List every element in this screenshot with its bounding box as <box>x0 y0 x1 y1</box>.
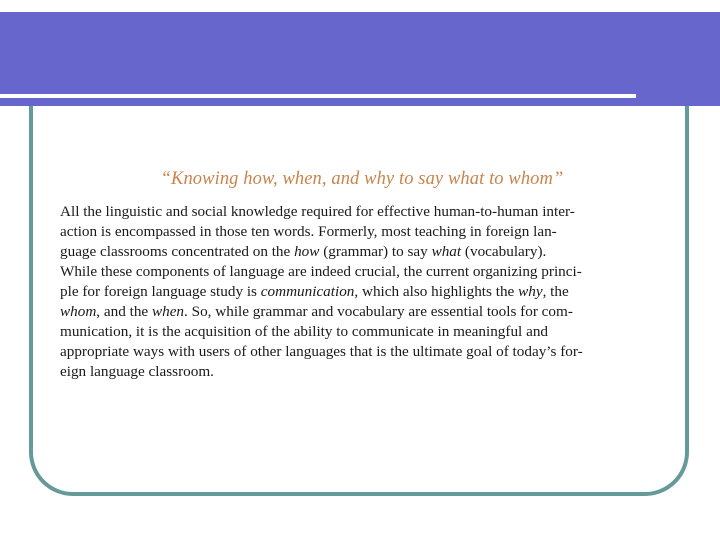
header-notch <box>636 94 692 106</box>
text-run: guage classrooms concentrated on the <box>60 243 295 261</box>
body-paragraph <box>60 202 664 382</box>
italic-run: communication <box>260 283 355 301</box>
content-area <box>60 168 664 382</box>
text-run: , and the <box>96 303 152 321</box>
paragraph-line <box>60 262 664 282</box>
paragraph-line <box>60 362 664 382</box>
paragraph-line <box>60 302 664 322</box>
header-band <box>0 12 720 106</box>
italic-run: what <box>431 243 462 261</box>
italic-run: when <box>151 303 185 321</box>
text-run: , the <box>542 283 569 301</box>
text-run: While these components of language are indeed crucial, the current organizing princi- <box>60 263 582 281</box>
text-run: appropriate ways with users of other languages that is the ultimate goal of today’s for- <box>60 343 583 361</box>
quote-title: “Knowing how, when, and why to say what to whom” <box>160 169 564 189</box>
text-run: (vocabulary). <box>461 243 547 261</box>
text-run: , which also highlights the <box>354 283 519 301</box>
italic-run: how <box>294 243 320 261</box>
italic-run: whom <box>60 303 97 321</box>
paragraph-line <box>60 342 664 362</box>
text-run: action is encompassed in those ten words. Formerly, most teaching in foreign lan- <box>60 223 557 241</box>
text-run: . So, while grammar and vocabulary are essential tools for com- <box>184 303 573 321</box>
paragraph-line <box>60 282 664 302</box>
paragraph-line <box>60 242 664 262</box>
text-run: All the linguistic and social knowledge required for effective human-to-human inter- <box>60 203 575 221</box>
text-run: eign language classroom. <box>60 363 214 381</box>
text-run: ple for foreign language study is <box>60 283 261 301</box>
paragraph-line <box>60 202 664 222</box>
paragraph-line <box>60 322 664 342</box>
paragraph-line <box>60 222 664 242</box>
italic-run: why <box>518 283 543 301</box>
text-run: (grammar) to say <box>319 243 432 261</box>
header-divider-line <box>0 94 636 98</box>
text-run: munication, it is the acquisition of the ability to communicate in meaningful and <box>60 323 549 341</box>
